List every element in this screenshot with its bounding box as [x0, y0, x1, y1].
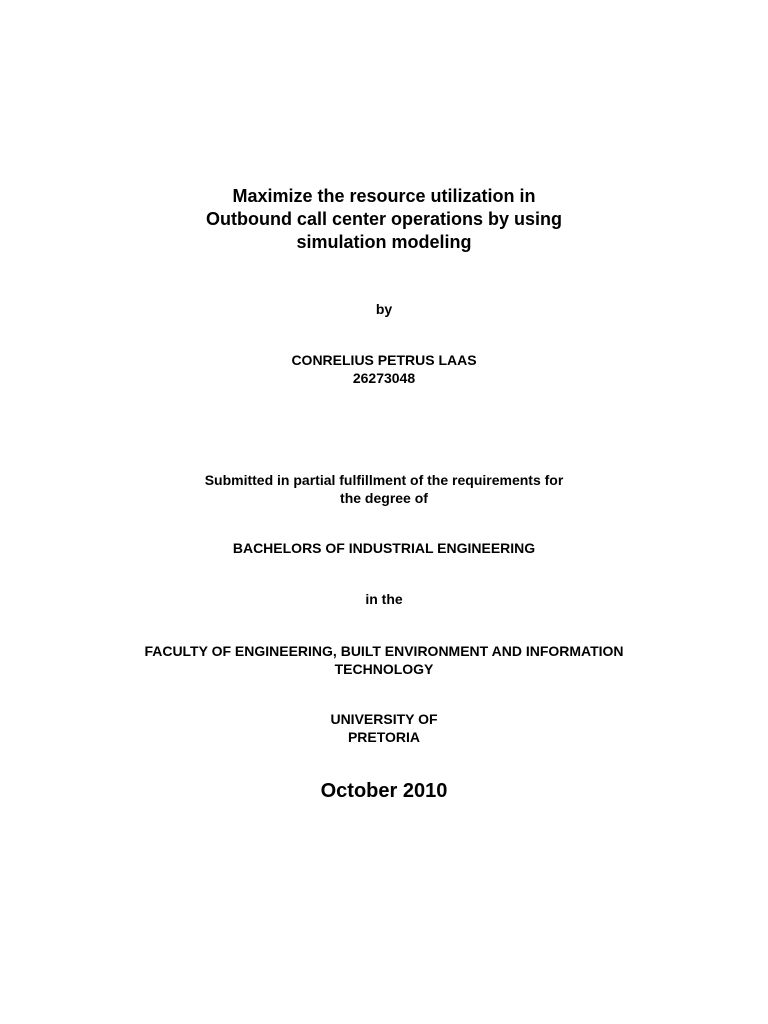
by-label: by — [375, 301, 393, 317]
in-the-label: in the — [365, 591, 403, 607]
university-line-1: UNIVERSITY OF — [330, 711, 438, 727]
thesis-title-line-2: Outbound call center operations by using — [205, 209, 563, 229]
thesis-title-line-3: simulation modeling — [296, 232, 472, 252]
author-name: CONRELIUS PETRUS LAAS — [291, 352, 477, 368]
university-line-2: PRETORIA — [347, 729, 421, 745]
submission-line-1: Submitted in partial fulfillment of the requirements for — [204, 472, 564, 488]
submission-line-2: the degree of — [340, 490, 428, 506]
faculty-line-1: FACULTY OF ENGINEERING, BUILT ENVIRONMENT AND INFORMATION — [144, 643, 624, 659]
degree-name: BACHELORS OF INDUSTRIAL ENGINEERING — [232, 540, 536, 556]
faculty-line-2: TECHNOLOGY — [334, 661, 434, 677]
student-number: 26273048 — [352, 370, 416, 386]
submission-date: October 2010 — [320, 780, 448, 802]
thesis-title-line-1: Maximize the resource utilization in — [232, 186, 536, 206]
